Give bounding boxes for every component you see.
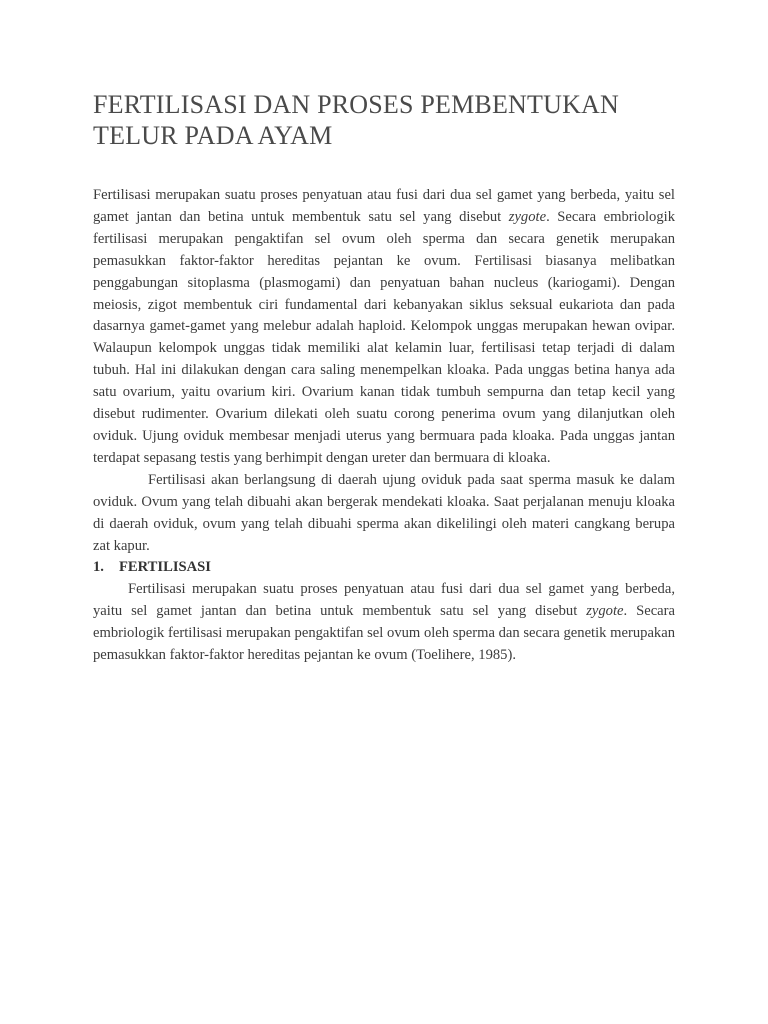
section-heading-label: FERTILISASI [119, 559, 211, 576]
section-text-end: . Secara embriologik fertilisasi merupakan pengaktifan sel ovum oleh sperma dan secara genetik merupakan pemasukkan faktor-faktor hereditas pejantan ke ovum (Toelihere, 1985). [93, 603, 675, 664]
intro-paragraph [93, 185, 675, 470]
second-paragraph: Fertilisasi akan berlangsung di daerah ujung oviduk pada saat sperma masuk ke dalam oviduk. Ovum yang telah dibuahi akan bergerak mendekati kloaka. Saat perjalanan menuju kloaka di daerah oviduk, ovum yang telah dibuahi sperma akan dikelilingi oleh materi cangkang berupa zat kapur. [93, 471, 675, 554]
section-italic-term: zygote [586, 603, 624, 620]
section-number: 1. [93, 559, 104, 576]
section-heading [93, 557, 675, 579]
document-body [93, 185, 675, 667]
section-text-start: Fertilisasi merupakan suatu proses penyatuan atau fusi dari dua sel gamet yang berbeda, yaitu sel gamet jantan dan betina untuk membentuk satu sel yang disebut [93, 581, 675, 620]
intro-italic-term: zygote [508, 208, 547, 225]
intro-text-end: . Secara embriologik fertilisasi merupakan pengaktifan sel ovum oleh sperma dan secara genetik merupakan pemasukkan faktor-faktor hereditas pejantan ke ovum. Fertilisasi biasanya melibatkan penggabungan sitoplasma (plasmogami) dan penyatuan bahan nucleus (kariogami). Dengan meiosis, zigot membentuk ciri fundamental dari kebanyakan siklus seksual eukariota dan pada dasarnya gamet-gamet yang melebur adalah haploid. Kelompok unggas merupakan hewan ovipar. Walaupun kelompok unggas tidak memiliki alat kelamin luar, fertilisasi tetap terjadi di dalam tubuh. Hal ini dilakukan dengan cara saling menempelkan kloaka. Pada unggas betina hanya ada satu ovarium, yaitu ovarium kiri. Ovarium kanan tidak tumbuh sempurna dan tetap kecil yang disebut rudimenter. Ovarium dilekati oleh suatu corong penerima ovum yang dilanjutkan oleh oviduk. Ujung oviduk membesar menjadi uterus yang bermuara pada kloaka. Pada unggas jantan terdapat sepasang testis yang berhimpit dengan ureter dan bermuara di kloaka. [93, 208, 675, 466]
section-paragraph [93, 579, 675, 667]
intro-text-start: Fertilisasi merupakan suatu proses penyatuan atau fusi dari dua sel gamet yang berbeda, yaitu sel gamet jantan dan betina untuk membentuk satu sel yang disebut [93, 187, 675, 225]
page-title: FERTILISASI DAN PROSES PEMBENTUKAN TELUR PADA AYAM [93, 90, 620, 150]
